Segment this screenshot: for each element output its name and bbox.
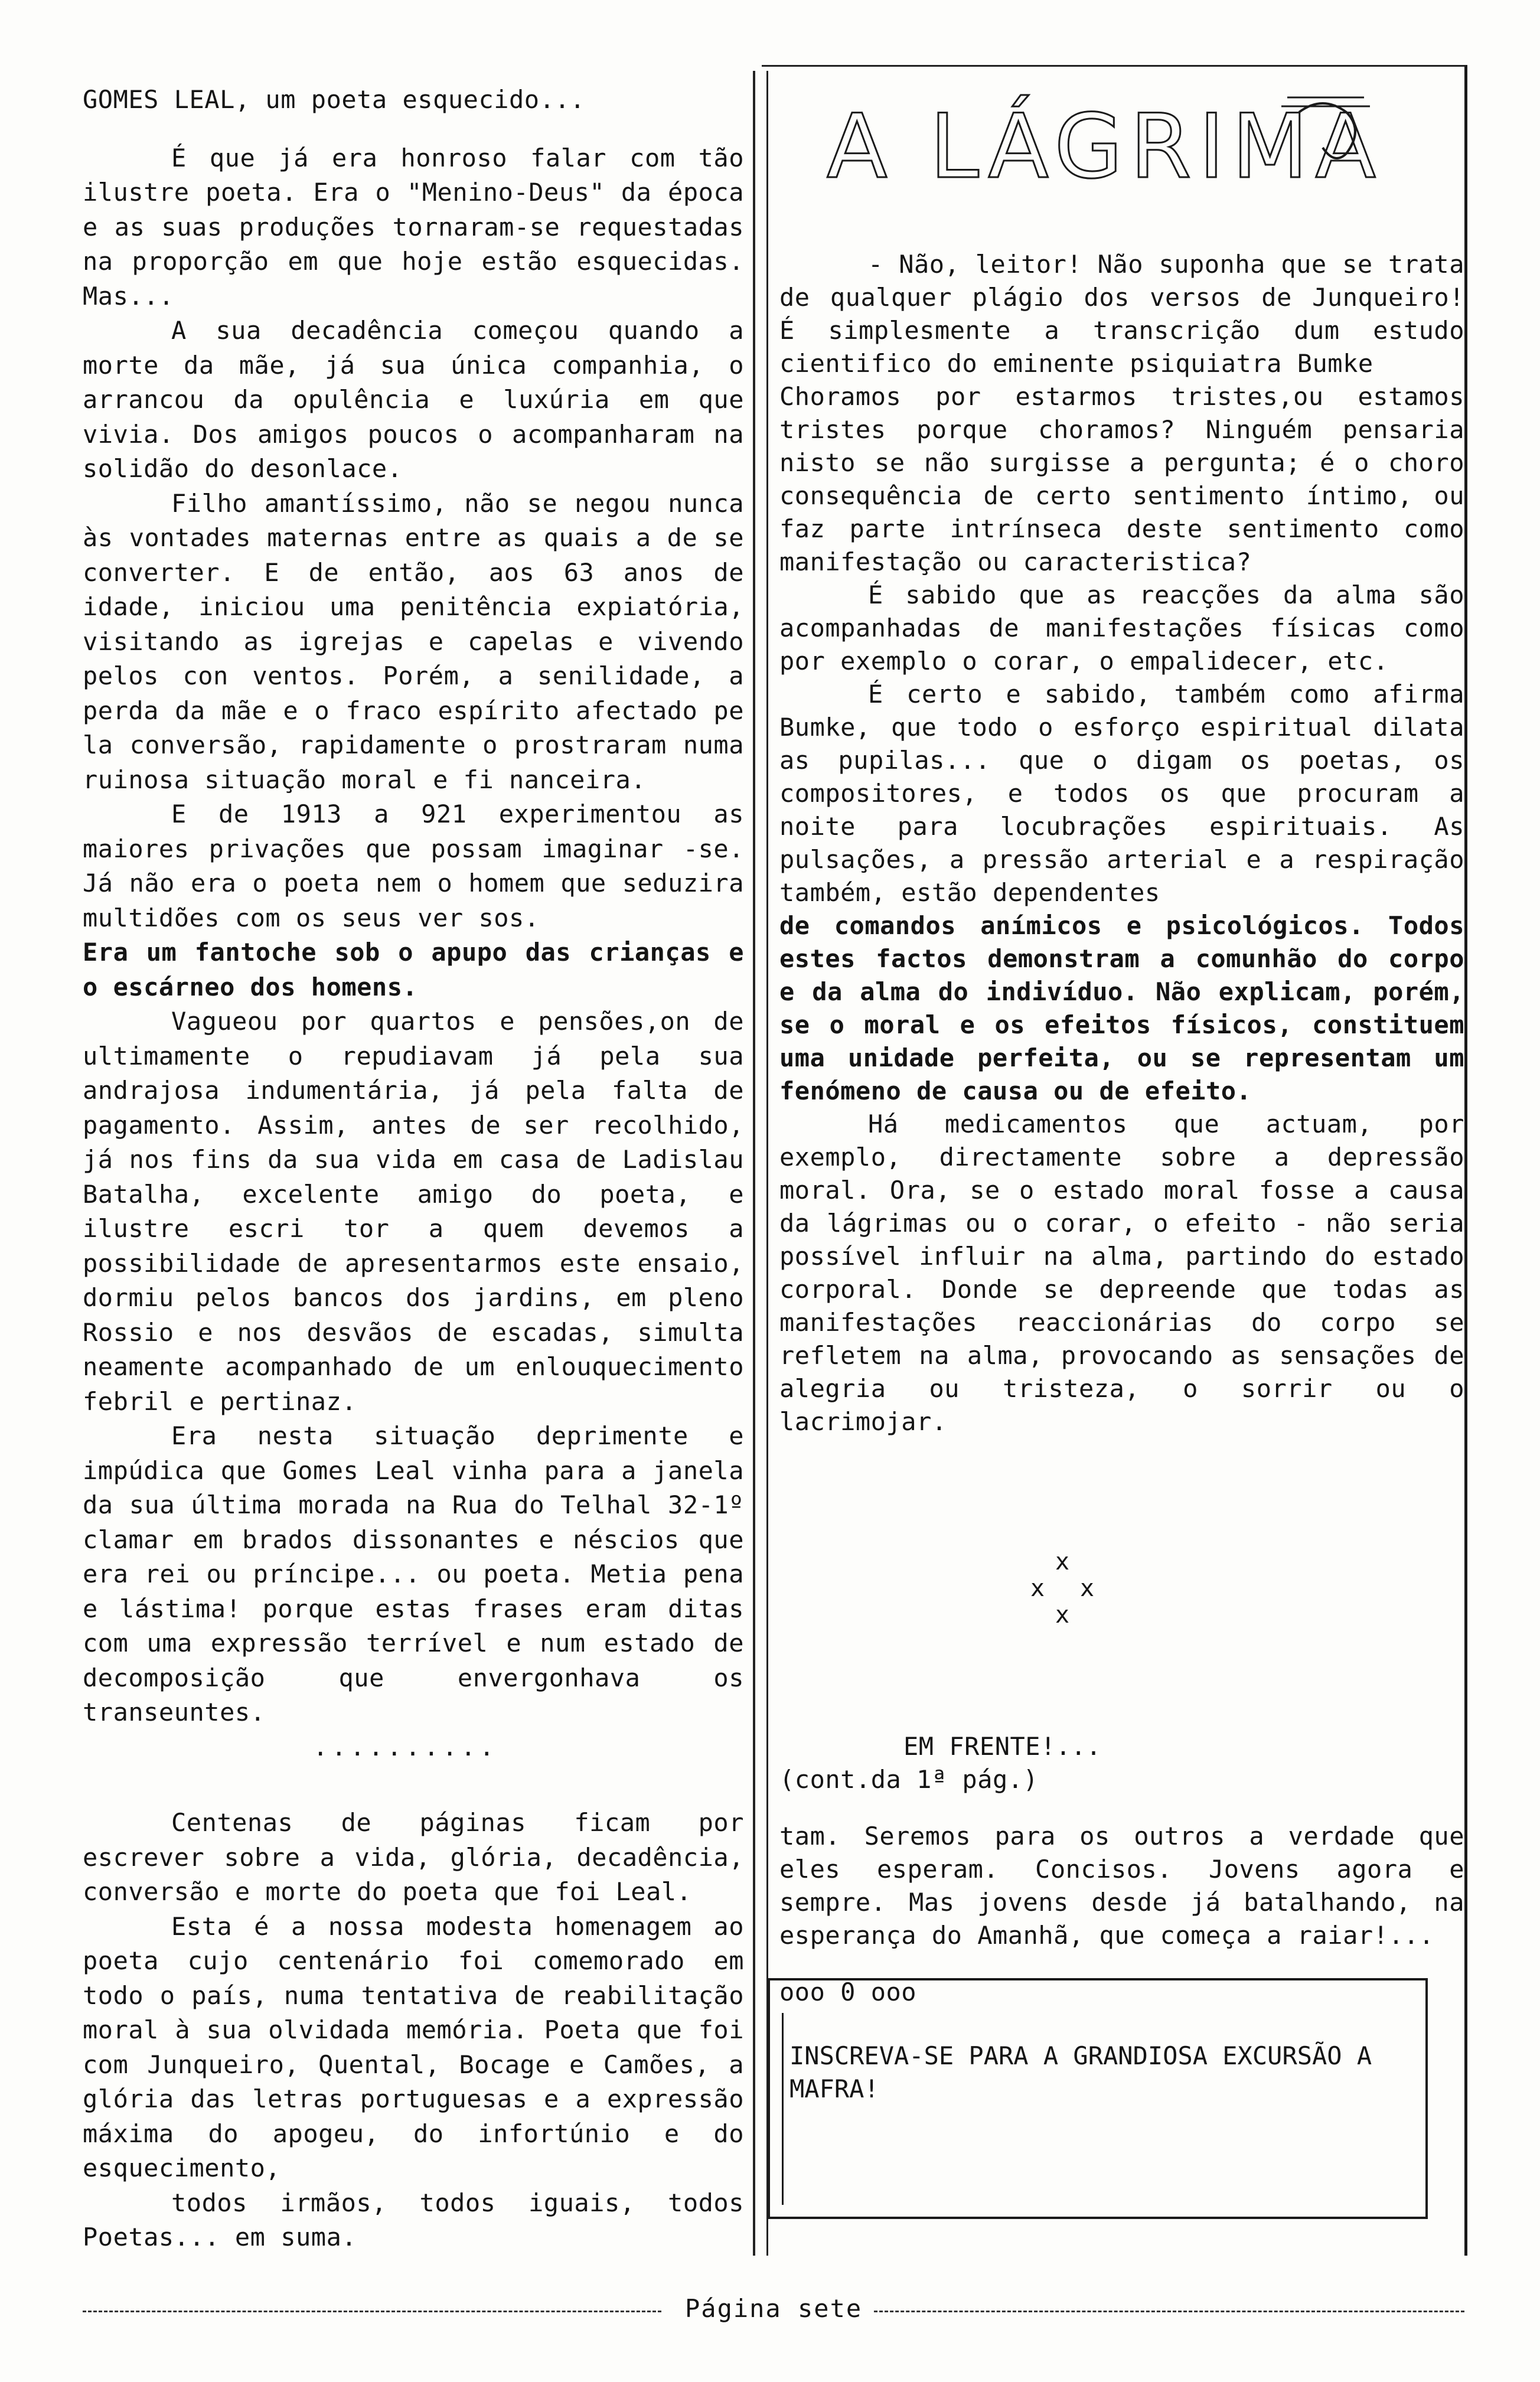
paragraph: Vagueou por quartos e pensões,on de ultimamente o repudiavam já pela sua andrajosa indumentária, já pela falta de pagamento. Assim, antes de ser recolhido, já nos fins da sua vida em casa de Ladislau Batalha, excelente amigo do poeta, e ilustre escri tor a quem devemos a possibilidade de apresentarmos este ensaio, dormiu pelos bancos dos jardins, em pleno Rossio e nos desvãos de escadas, simulta neamente acompanhado de um enlouquecimento febril e pertinaz. <box>83 1007 759 1416</box>
paragraph: É sabido que as reacções da alma são acompanhadas de manifestações físicas como por exemplo o corar, o empalidecer, etc. <box>779 580 1480 676</box>
paragraph: - Não, leitor! Não suponha que se trata de qualquer plágio dos versos de Junqueiro! É simplesmente a transcrição dum estudo cientifico do eminente psiquiatra Bumke <box>779 250 1480 378</box>
asterism-mark: x <box>1055 1601 1070 1629</box>
masthead-title: A LÁGRIMA <box>827 96 1384 198</box>
paragraph: É certo e sabido, também como afirma Bumke, que todo o esforço espiritual dilata as pupilas... que o digam os poetas, os compositores, e todos os que procuram a noite para locubrações espirituais. As pulsações, a pressão arterial e a respiração também, estão dependentes <box>779 680 1480 907</box>
paragraph: Há medicamentos que actuam, por exemplo, directamente sobre a depressão moral. Ora, se o estado moral fosse a causa da lágrimas ou o corar, o efeito - não seria possível influir na alma, partindo do estado corporal. Donde se depreende que todas as manifestações reaccionárias do corpo se refletem na alma, provocando as sensações de alegria ou tristeza, o sorrir ou o lacrimojar. <box>779 1110 1480 1436</box>
excursion-notice: INSCREVA-SE PARA A GRANDIOSA EXCURSÃO A MAFRA! <box>782 2013 1414 2205</box>
page-footer <box>83 2294 1464 2329</box>
right-column <box>779 248 1480 1438</box>
paragraph: A sua decadência começou quando a morte da mãe, já sua única companhia, o arrancou da opulência e luxúria em que vivia. Dos amigos poucos o acompanharam na solidão do desonlace. <box>83 316 759 483</box>
paragraph: Era nesta situação deprimente e impúdica que Gomes Leal vinha para a janela da sua última morada na Rua do Telhal 32-1º clamar em brados dissonantes e néscios que era rei ou príncipe... ou poeta. Metia pena e lástima! porque estas frases eram ditas com uma expressão terrível e num estado de decomposição que envergonhava os transeuntes. <box>83 1421 759 1727</box>
footer-rule-left <box>83 2311 661 2312</box>
footer-rule-right <box>874 2311 1464 2312</box>
article-heading: GOMES LEAL, um poeta esquecido... <box>83 85 585 114</box>
paragraph: E de 1913 a 921 experimentou as maiores privações que possam imaginar -se. Já não era o poeta nem o homem que seduzira multidões com os seus ver sos. <box>83 800 759 932</box>
em-frente-title: EM FRENTE!... <box>903 1732 1102 1761</box>
page-number-label: Página sete <box>685 2294 863 2323</box>
asterism-mark: x <box>1055 1548 1070 1575</box>
paragraph: É que já era honroso falar com tão ilustre poeta. Era o "Menino-Deus" da época e as suas produções tornaram-se requestadas na proporção em que hoje estão esquecidas. Mas... <box>83 143 759 311</box>
paragraph: de comandos anímicos e psicológicos. Todos estes factos demonstram a comunhão do corpo e da alma do indivíduo. Não explicam, porém, se o moral e os efeitos físicos, constituem uma unidade perfeita, ou se representam um fenómeno de causa ou de efeito. <box>779 911 1480 1105</box>
masthead-a-lagrima <box>815 89 1405 207</box>
bold-sentence: Era um fantoche sob o apupo das crianças e o escárneo dos homens. <box>83 938 759 1001</box>
continuation-note: (cont.da 1ª pág.) <box>779 1765 1039 1794</box>
separator-dots: .......... <box>313 1732 498 1761</box>
paragraph: todos irmãos, todos iguais, todos Poetas... em suma. <box>83 2188 759 2252</box>
excursion-notice-box <box>768 1978 1428 2219</box>
asterism <box>1030 1550 1101 1639</box>
left-column <box>83 83 759 2255</box>
asterism-mark: x <box>1080 1575 1095 1602</box>
end-mark: ooo 0 ooo <box>779 1978 917 2006</box>
masthead-lettering <box>815 89 1405 207</box>
paragraph: Centenas de páginas ficam por escrever sobre a vida, glória, decadência, conversão e morte do poeta que foi Leal. <box>83 1808 759 1906</box>
paragraph: Choramos por estarmos tristes,ou estamos tristes porque choramos? Ninguém pensaria nisto se não surgisse a pergunta; é o choro consequência de certo sentimento íntimo, ou faz parte intrínseca deste sentimento como manifestação ou caracteristica? <box>779 382 1480 576</box>
asterism-mark: x <box>1030 1575 1045 1602</box>
em-frente-section <box>779 1730 1480 2009</box>
paragraph: Filho amantíssimo, não se negou nunca às vontades maternas entre as quais a de se converter. E de então, aos 63 anos de idade, iniciou uma penitência expiatória, visitando as igrejas e capelas e vivendo pelos con ventos. Porém, a senilidade, a perda da mãe e o fraco espírito afectado pe la conversão, rapidamente o prostraram numa ruinosa situação moral e fi nanceira. <box>83 488 759 794</box>
paragraph: Esta é a nossa modesta homenagem ao poeta cujo centenário foi comemorado em todo o país, numa tentativa de reabilitação moral à sua olvidada memória. Poeta que foi com Junqueiro, Quental, Bocage e Camões, a glória das letras portuguesas e a expressão máxima do apogeu, do infortúnio e do esquecimento, <box>83 1911 759 2182</box>
em-frente-text: tam. Seremos para os outros a verdade que eles esperam. Concisos. Jovens agora e sempre. Mas jovens desde já batalhando, na esperança do Amanhã, que começa a raiar!... <box>779 1822 1480 1950</box>
